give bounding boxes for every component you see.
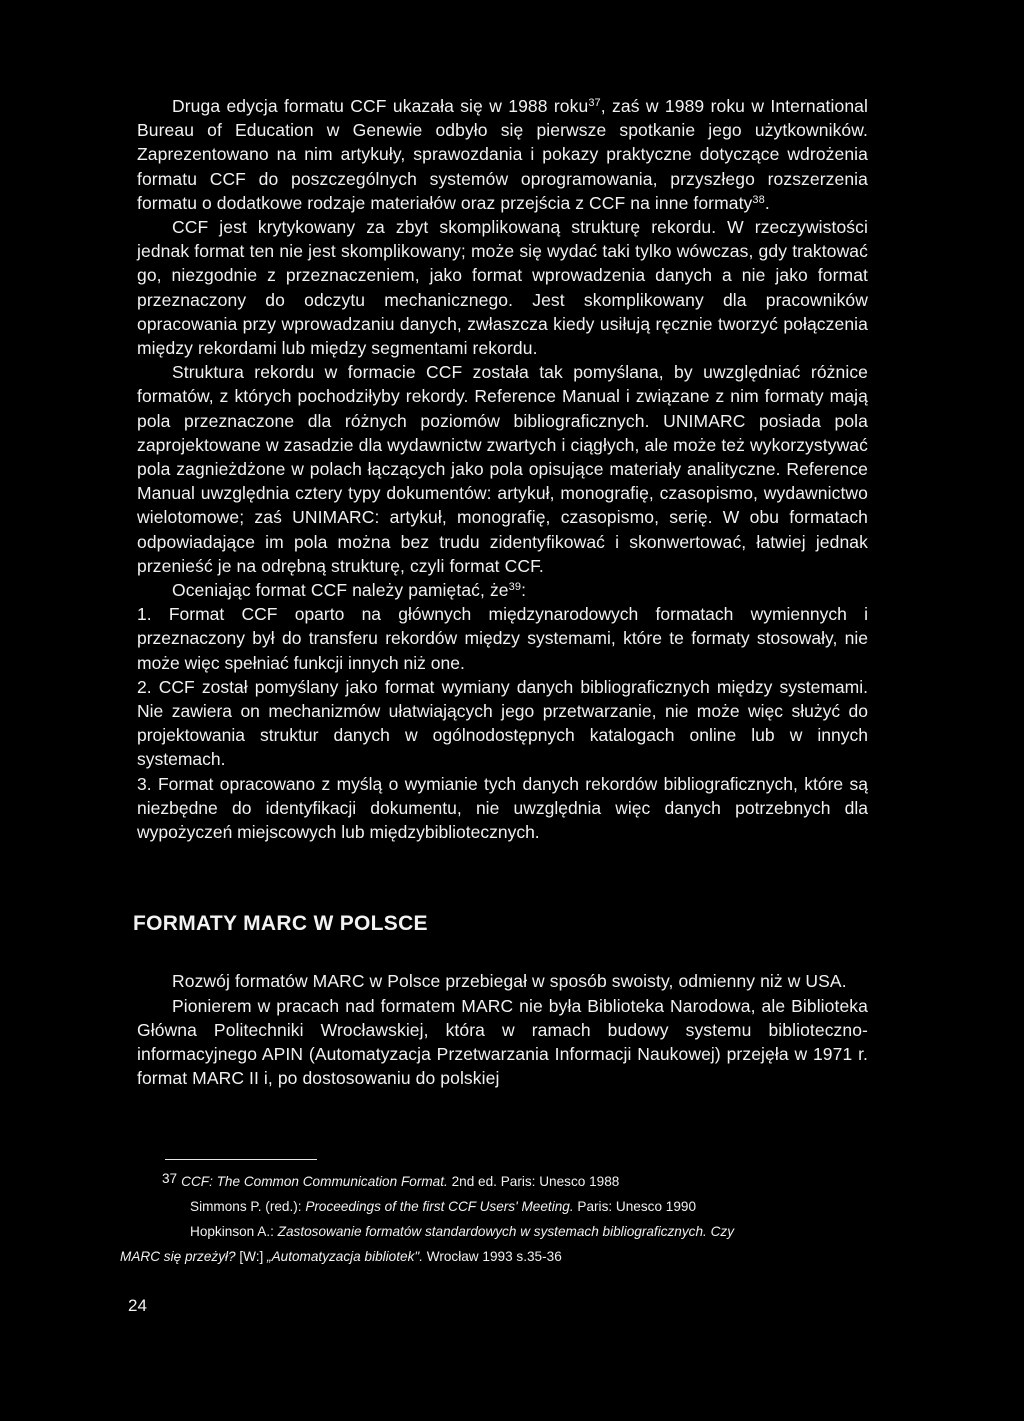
list-item-3: 3. Format opracowano z myślą o wymianie tych danych rekordów bibliograficznych, które są niezbędne do identyfikacji dokumentu, nie uwzględnia więc danych potrzebnych dla wypożyczeń miejscowych lub międzybibliotecznych.: [137, 773, 868, 843]
footnote-39-cont: [120, 1244, 860, 1269]
paragraph-1-text-cont: , zaś w 1989 roku w International Bureau of Education w Genewie odbyło się pierwsze spotkanie jego użytkowników. Zaprezentowano na nim artykuły, sprawozdania i pokazy praktyczne dotyczące wdrożenia formatu CCF do poszczególnych systemów oprogramowania, przyszłego rozszerzenia formatu o dodatkowe rodzaje materiałów oraz przejścia z CCF na inne formaty: [137, 96, 868, 213]
footnote-39-title: Zastosowanie formatów standardowych w systemach bibliograficznych. Czy: [277, 1224, 734, 1239]
footnote-39-rest: Wrocław 1993 s.35-36: [422, 1249, 562, 1264]
footnote-39-in: [W:]: [235, 1249, 268, 1264]
footnote-separator: [165, 1159, 317, 1160]
footnote-37-title: CCF: The Common Communication Format.: [181, 1174, 448, 1189]
footnote-37-rest: 2nd ed. Paris: Unesco 1988: [447, 1174, 620, 1189]
paragraph-1-end: .: [764, 192, 770, 213]
footnotes: [120, 1166, 860, 1269]
footnote-ref-39: 39: [508, 581, 522, 594]
footnote-38-title: Proceedings of the first CCF Users' Meeting.: [305, 1199, 574, 1214]
paragraph-1-text: Druga edycja formatu CCF ukazała się w 1988 roku: [172, 96, 589, 116]
list-item-1: 1. Format CCF oparto na głównych międzynarodowych formatach wymiennych i przeznaczony był do transferu rekordów między systemami, które te formaty stosowały, nie może więc spełniać funkcji innych niż one.: [137, 604, 868, 673]
paragraph-1: [137, 94, 868, 215]
paragraph-2: CCF jest krytykowany za zbyt skomplikowaną strukturę rekordu. W rzeczywistości jednak format ten nie jest skomplikowany; może się wydać taki tylko wówczas, gdy traktować go, niezgodnie z przeznaczeniem, jako format wprowadzenia danych a nie jako format przeznaczony do odczytu mechanicznego. Jest skomplikowany dla pracowników opracowania przy wprowadzaniu danych, zwłaszcza kiedy usiłują ręcznie tworzyć połączenia między rekordami lub między segmentami rekordu.: [137, 217, 868, 359]
footnote-ref-37: 37: [588, 97, 601, 109]
footnote-37-number: 37: [162, 1171, 178, 1186]
paragraph-5: Rozwój formatów MARC w Polsce przebiegał w sposób swoisty, odmienny niż w USA.: [172, 971, 847, 992]
footnote-39-source: „Automatyzacja bibliotek".: [267, 1249, 423, 1264]
paragraph-6: Pionierem w pracach nad formatem MARC nie była Biblioteka Narodowa, ale Biblioteka Główna Politechniki Wrocławskiej, która w ramach budowy systemu biblioteczno-informacyjnego APIN (Automatyzacja Przetwarzania Informacji Naukowej) przejęła w 1971 r. format MARC II i, po dostosowaniu do polskiej: [137, 995, 868, 1089]
footnote-39-author: Hopkinson A.:: [190, 1224, 278, 1239]
page-number: 24: [128, 1296, 147, 1315]
paragraph-3: Struktura rekordu w formacie CCF została tak pomyślana, by uwzględniać różnice formatów, z których pochodziłyby rekordy. Reference Manual i związane z nim formaty mają pola przeznaczone dla różnych poziomów bibliograficznych. UNIMARC posiada pola zaprojektowane w zasadzie dla wydawnictw zwartych i ciągłych, ale może też wykorzystywać pola zagnieżdżone w polach łączących jako pola opisujące materiały analityczne. Reference Manual uwzględnia cztery typy dokumentów: artykuł, monografię, czasopismo, wydawnictwo wielotomowe; zaś UNIMARC: artykuł, monografię, czasopismo, serię. W obu formatach odpowiadające im pola można bez trudu zidentyfikować i skonwertować, łatwiej jednak przenieść je na odrębną strukturę, czyli format CCF.: [137, 362, 868, 576]
footnote-37: [120, 1166, 860, 1194]
footnote-38-author: Simmons P. (red.):: [190, 1199, 306, 1214]
section-heading: FORMATY MARC W POLSCE: [133, 912, 428, 936]
paragraph-4-text: Oceniając format CCF należy pamiętać, że: [172, 580, 509, 601]
list-item-2: 2. CCF został pomyślany jako format wymiany danych bibliograficznych między systemami. Nie zawiera on mechanizmów ułatwiających jego przetwarzanie, nie może więc służyć do projektowania struktur danych w ogólnodostępnych katalogach online lub w innych systemach.: [137, 676, 868, 770]
paragraph-4: [137, 578, 868, 602]
footnote-38-rest: Paris: Unesco 1990: [573, 1199, 697, 1214]
page-body: [133, 94, 868, 1090]
footnote-39: [120, 1219, 860, 1244]
footnote-ref-38: 38: [752, 193, 765, 206]
footnote-39-title-cont: MARC się przeżył?: [120, 1249, 236, 1264]
paragraph-4-end: :: [521, 580, 527, 601]
footnote-38: [120, 1194, 860, 1219]
